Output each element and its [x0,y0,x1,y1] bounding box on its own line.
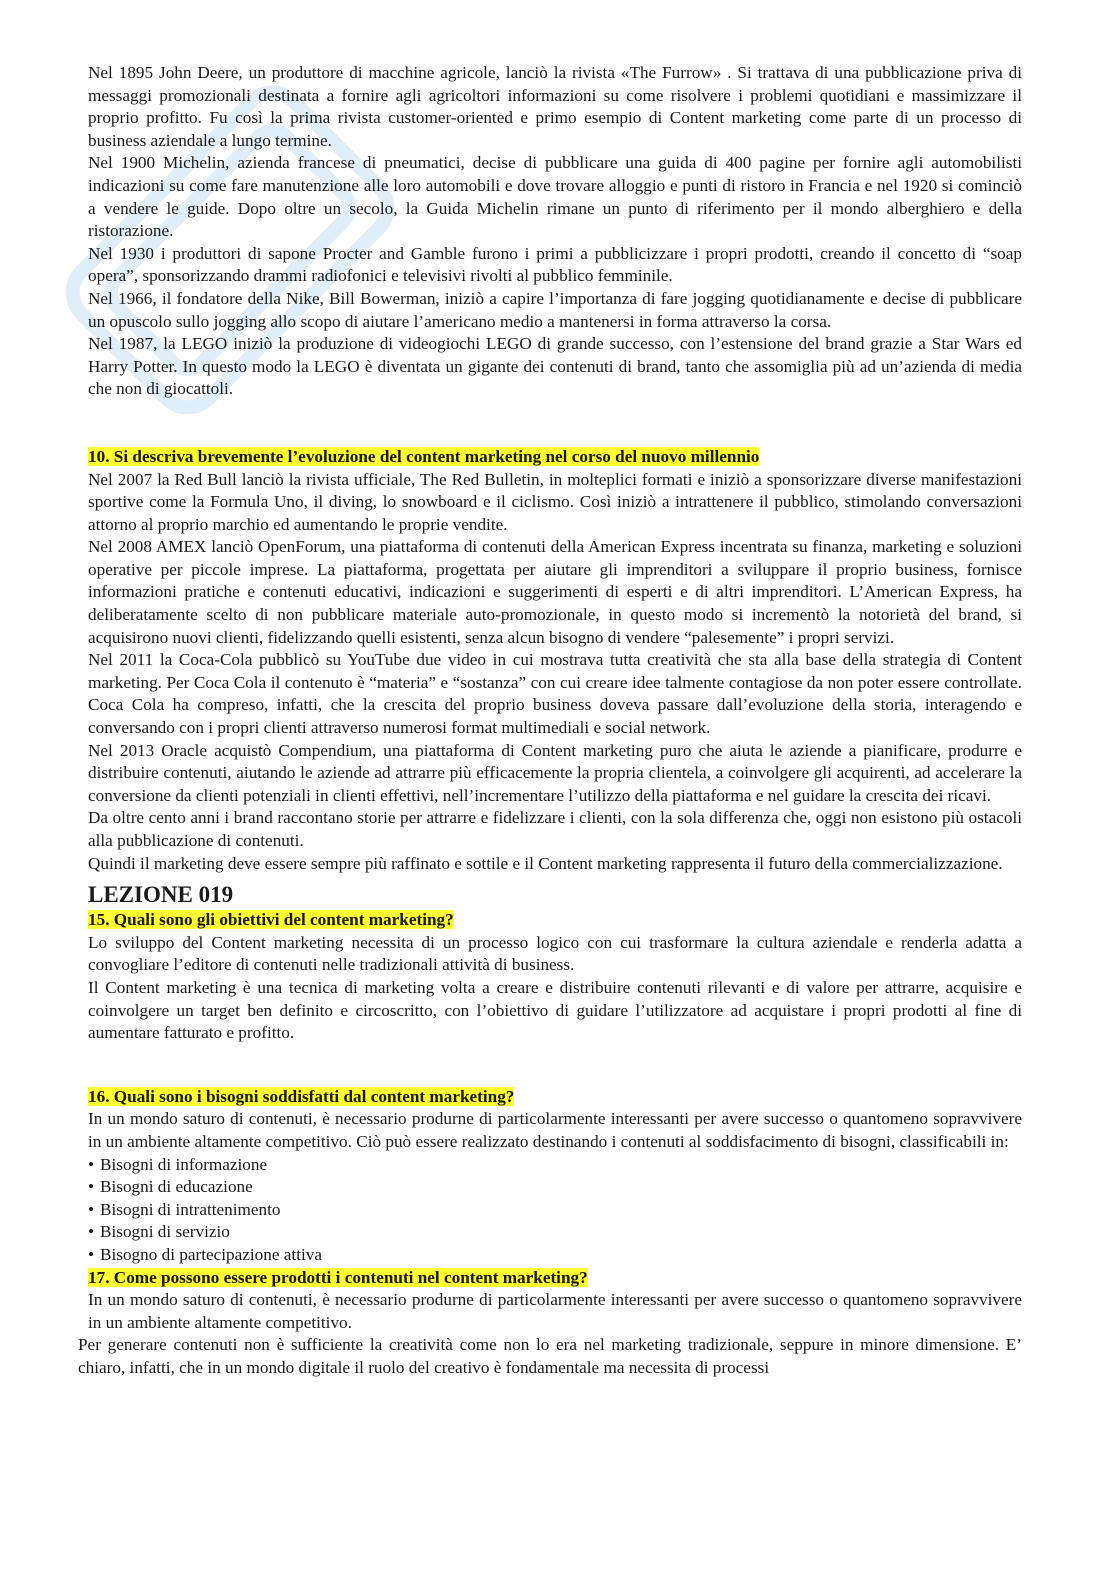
history-paragraph: Nel 1966, il fondatore della Nike, Bill Bowerman, iniziò a capire l’importanza di fare jogging quotidianamente e decise di pubblicare un opuscolo sullo jogging allo scopo di aiutare l’americano medio a mantenersi in forma attraverso la corsa. [88,288,1022,331]
question-10-title: 10. Si descriva brevemente l’evoluzione del content marketing nel corso del nuovo millennio [88,446,760,466]
spacer [88,401,1022,446]
list-item: • Bisogno di partecipazione attiva [88,1244,1022,1267]
spacer [88,1045,1022,1086]
question-16-title: 16. Quali sono i bisogni soddisfatti dal content marketing? [88,1086,515,1106]
history-paragraph: Nel 1930 i produttori di sapone Procter and Gamble furono i primi a pubblicizzare i propri prodotti, creando il concetto di “soap opera”, sponsorizzando drammi radiofonici e televisivi rivolti al pubblico femminile. [88,243,1022,286]
list-item: • Bisogni di servizio [88,1221,1022,1244]
question-17-heading [88,1267,1022,1290]
question-17-title: 17. Come possono essere prodotti i contenuti nel content marketing? [88,1267,588,1287]
answer-paragraph: Nel 2011 la Coca-Cola pubblicò su YouTube due video in cui mostrava tutta creatività che sta alla base della strategia di Content marketing. Per Coca Cola il contenuto è “materia” e “sostanza” con cui creare idee talmente contagiose da non poter essere controllate. Coca Cola ha compreso, infatti, che la crescita del proprio business doveva passare dall’evoluzione della storia, interagendo e conversando con i propri clienti attraverso numerosi format multimediali e social network. [88,650,1022,738]
history-paragraph: Nel 1895 John Deere, un produttore di macchine agricole, lanciò la rivista «The Furrow» . Si trattava di una pubblicazione priva di messaggi promozionali destinata a fornire agli agricoltori informazioni su come risolvere i problemi quotidiani e massimizzare il proprio profitto. Fu così la prima rivista customer-oriented e primo esempio di Content marketing come parte di un processo di business aziendale a lungo termine. [88,63,1022,150]
history-paragraph: Nel 1987, la LEGO iniziò la produzione di videogiochi LEGO di grande successo, con l’estensione del brand grazie a Star Wars ed Harry Potter. In questo modo la LEGO è diventata un gigante dei contenuti di brand, tanto che assomiglia più ad un’azienda di media che non di giocattoli. [88,334,1022,399]
answer-paragraph: Nel 2007 la Red Bull lanciò la rivista ufficiale, The Red Bulletin, in molteplici formati e iniziò a sponsorizzare diverse manifestazioni sportive come la Formula Uno, il diving, lo snowboard e il ciclismo. Così iniziò a intrattenere il pubblico, stimolando conversazioni attorno al proprio marchio ed aumentando le proprie vendite. [88,469,1022,534]
list-item: • Bisogni di educazione [88,1176,1022,1199]
answer-paragraph: Da oltre cento anni i brand raccontano storie per attrarre e fidelizzare i clienti, con la sola differenza che, oggi non esistono più ostacoli alla pubblicazione di contenuti. [88,808,1022,850]
history-paragraph: Nel 1900 Michelin, azienda francese di pneumatici, decise di pubblicare una guida di 400 pagine per fornire agli automobilisti indicazioni su come fare manutenzione alle loro automobili e dove trovare alloggio e punti di ristoro in Francia e nel 1920 si cominciò a vendere le guide. Dopo oltre un secolo, la Guida Michelin rimane un punto di riferimento per il mondo alberghiero e della ristorazione. [88,153,1022,241]
question-15-heading [88,909,1022,932]
answer-paragraph: Quindi il marketing deve essere sempre più raffinato e sottile e il Content marketing rappresenta il futuro della commercializzazione. [88,853,1003,873]
answer-paragraph: In un mondo saturo di contenuti, è necessario produrne di particolarmente interessanti per avere successo o quantomeno sopravvivere in un ambiente altamente competitivo. [88,1290,1022,1332]
question-16-heading [88,1086,1022,1109]
answer-paragraph: In un mondo saturo di contenuti, è necessario produrne di particolarmente interessanti per avere successo o quantomeno sopravvivere in un ambiente altamente competitivo. Ciò può essere realizzato destinando i contenuti al soddisfacimento di bisogni, classificabili in: [88,1109,1022,1151]
list-item: • Bisogni di informazione [88,1154,1022,1177]
lesson-title: LEZIONE 019 [88,882,234,908]
document-page [78,62,1022,1379]
answer-paragraph: Per generare contenuti non è sufficiente la creatività come non lo era nel marketing tradizionale, seppure in minore dimensione. E’ chiaro, infatti, che in un mondo digitale il ruolo del creativo è fondamentale ma necessita di processi [78,1335,1022,1377]
question-10-heading [88,446,1022,469]
question-15-title: 15. Quali sono gli obiettivi del content marketing? [88,910,454,930]
answer-paragraph: Il Content marketing è una tecnica di marketing volta a creare e distribuire contenuti rilevanti e di valore per attrarre, acquisire e coinvolgere un target ben definito e circoscritto, con l’obiettivo di guidare l’utilizzatore ad acquistare i propri prodotti al fine di aumentare fatturato e profitto. [88,977,1022,1043]
answer-paragraph: Nel 2008 AMEX lanciò OpenForum, una piattaforma di contenuti della American Express incentrata su finanza, marketing e soluzioni operative per piccole imprese. La piattaforma, progettata per aiutare gli imprenditori a sviluppare il proprio business, fornisce informazioni pratiche e contenuti educativi, indicazioni e suggerimenti di esperti e di altri imprenditori. L’American Express, ha deliberatamente scelto di non pubblicare materiale auto-promozionale, in questo modo si incrementò la notorietà del brand, si acquisirono nuovi clienti, fidelizzando quelli esistenti, senza alcun bisogno di vendere “palesemente” i propri servizi. [88,537,1022,647]
answer-paragraph: Lo sviluppo del Content marketing necessita di un processo logico con cui trasformare la cultura aziendale e renderla adatta a convogliare l’editore di contenuti nelle tradizionali attività di business. [88,932,1022,975]
answer-paragraph: Nel 2013 Oracle acquistò Compendium, una piattaforma di Content marketing puro che aiuta le aziende a pianificare, produrre e distribuire contenuti, aiutando le aziende ad attrarre più efficacemente la propria clientela, a coinvolgere gli acquirenti, ad accelerare la conversione da clienti potenziali in clienti effettivi, nell’incrementare l’utilizzo della piattaforma e nel guidare la crescita dei ricavi. [88,740,1022,805]
needs-list [88,1154,1022,1267]
list-item: • Bisogni di intrattenimento [88,1199,1022,1222]
